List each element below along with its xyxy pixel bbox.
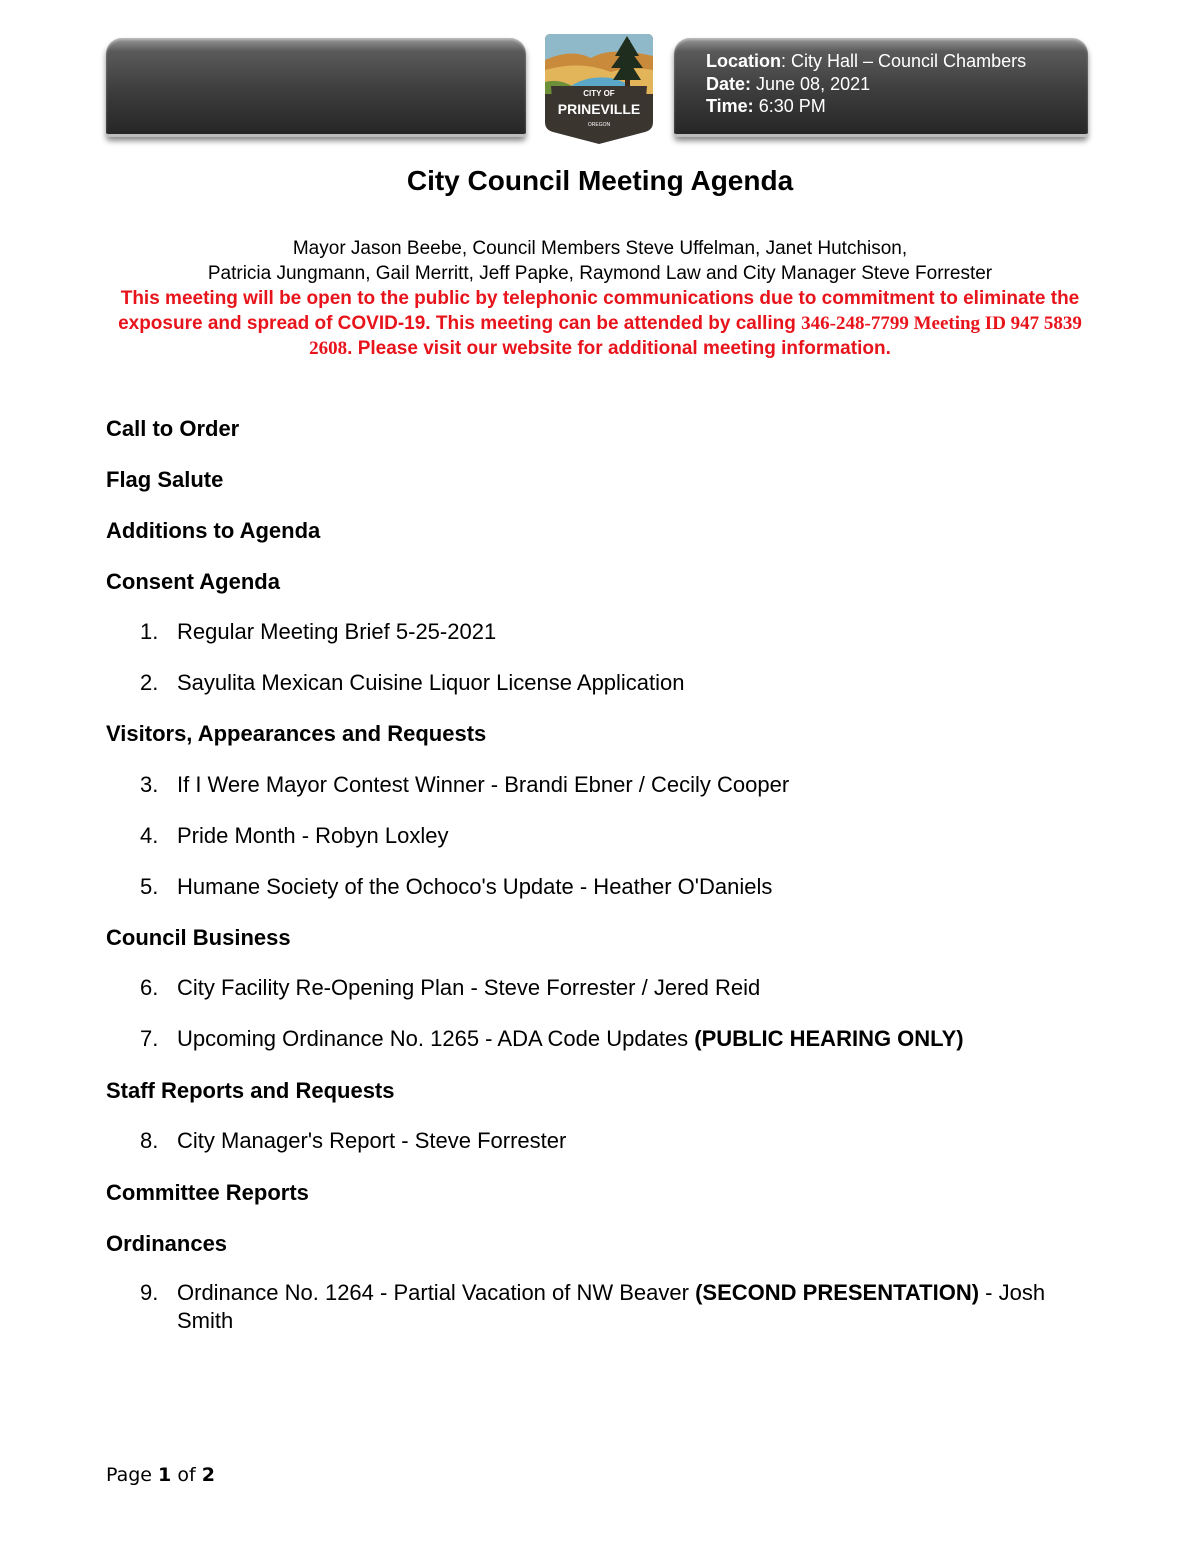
date-line: Date: June 08, 2021: [706, 73, 871, 94]
logo-line3: OREGON: [587, 122, 611, 128]
heading-call-to-order: Call to Order: [106, 416, 240, 441]
meeting-info: [706, 50, 1026, 118]
members-line-1: Mayor Jason Beebe, Council Members Steve Uffelman, Janet Hutchison,: [292, 238, 908, 259]
page-title: City Council Meeting Agenda: [406, 165, 794, 196]
notice-phone: 346-248-7799 Meeting ID 947 5839 2608: [309, 313, 1082, 359]
heading-additions: Additions to Agenda: [106, 518, 321, 543]
heading-ordinances: Ordinances: [106, 1231, 228, 1256]
logo-line2: PRINEVILLE: [557, 101, 641, 117]
page-number: Page 1 of 2: [106, 1464, 215, 1486]
header-banner-left: [106, 38, 526, 137]
agenda-item-9: 9. Ordinance No. 1264 - Partial Vacation of NW Beaver (SECOND PRESENTATION) - Josh Smith: [140, 1280, 1046, 1333]
agenda-item-1: 1. Regular Meeting Brief 5-25-2021: [140, 619, 497, 644]
notice-part1: This meeting will be open to the public by telephonic communications due to commitment to eliminate the exposure and spread of COVID-19. This meeting can be attended by calling: [118, 288, 1080, 334]
heading-visitors: Visitors, Appearances and Requests: [106, 721, 487, 746]
members-list: [0, 236, 1200, 286]
notice-part2: . Please visit our website for additional meeting information.: [347, 338, 891, 359]
heading-staff-reports: Staff Reports and Requests: [106, 1078, 395, 1103]
city-logo: [541, 30, 657, 146]
location-line: Location: City Hall – Council Chambers: [706, 51, 1027, 71]
heading-committee-reports: Committee Reports: [106, 1180, 309, 1205]
agenda-item-3: 3. If I Were Mayor Contest Winner - Brandi Ebner / Cecily Cooper: [140, 772, 790, 797]
heading-council-business: Council Business: [106, 925, 291, 950]
header-banner-right: [674, 38, 1088, 137]
agenda-item-6: 6. City Facility Re-Opening Plan - Steve Forrester / Jered Reid: [140, 975, 761, 1000]
agenda-item-2: 2. Sayulita Mexican Cuisine Liquor License Application: [140, 670, 685, 695]
covid-notice: [110, 286, 1090, 361]
heading-consent-agenda: Consent Agenda: [106, 569, 280, 594]
second-presentation-note: (SECOND PRESENTATION): [695, 1280, 980, 1305]
public-hearing-note: (PUBLIC HEARING ONLY): [694, 1026, 964, 1051]
agenda-item-8: 8. City Manager's Report - Steve Forrester: [140, 1128, 567, 1153]
logo-line1: CITY OF: [583, 89, 615, 98]
agenda-item-7: 7. Upcoming Ordinance No. 1265 - ADA Code Updates (PUBLIC HEARING ONLY): [140, 1026, 964, 1051]
members-line-2: Patricia Jungmann, Gail Merritt, Jeff Papke, Raymond Law and City Manager Steve Forrester: [207, 263, 993, 284]
agenda-item-4: 4. Pride Month - Robyn Loxley: [140, 823, 449, 848]
time-line: Time: 6:30 PM: [706, 96, 826, 116]
heading-flag-salute: Flag Salute: [106, 467, 224, 492]
agenda-item-5: 5. Humane Society of the Ochoco's Update - Heather O'Daniels: [140, 874, 773, 899]
